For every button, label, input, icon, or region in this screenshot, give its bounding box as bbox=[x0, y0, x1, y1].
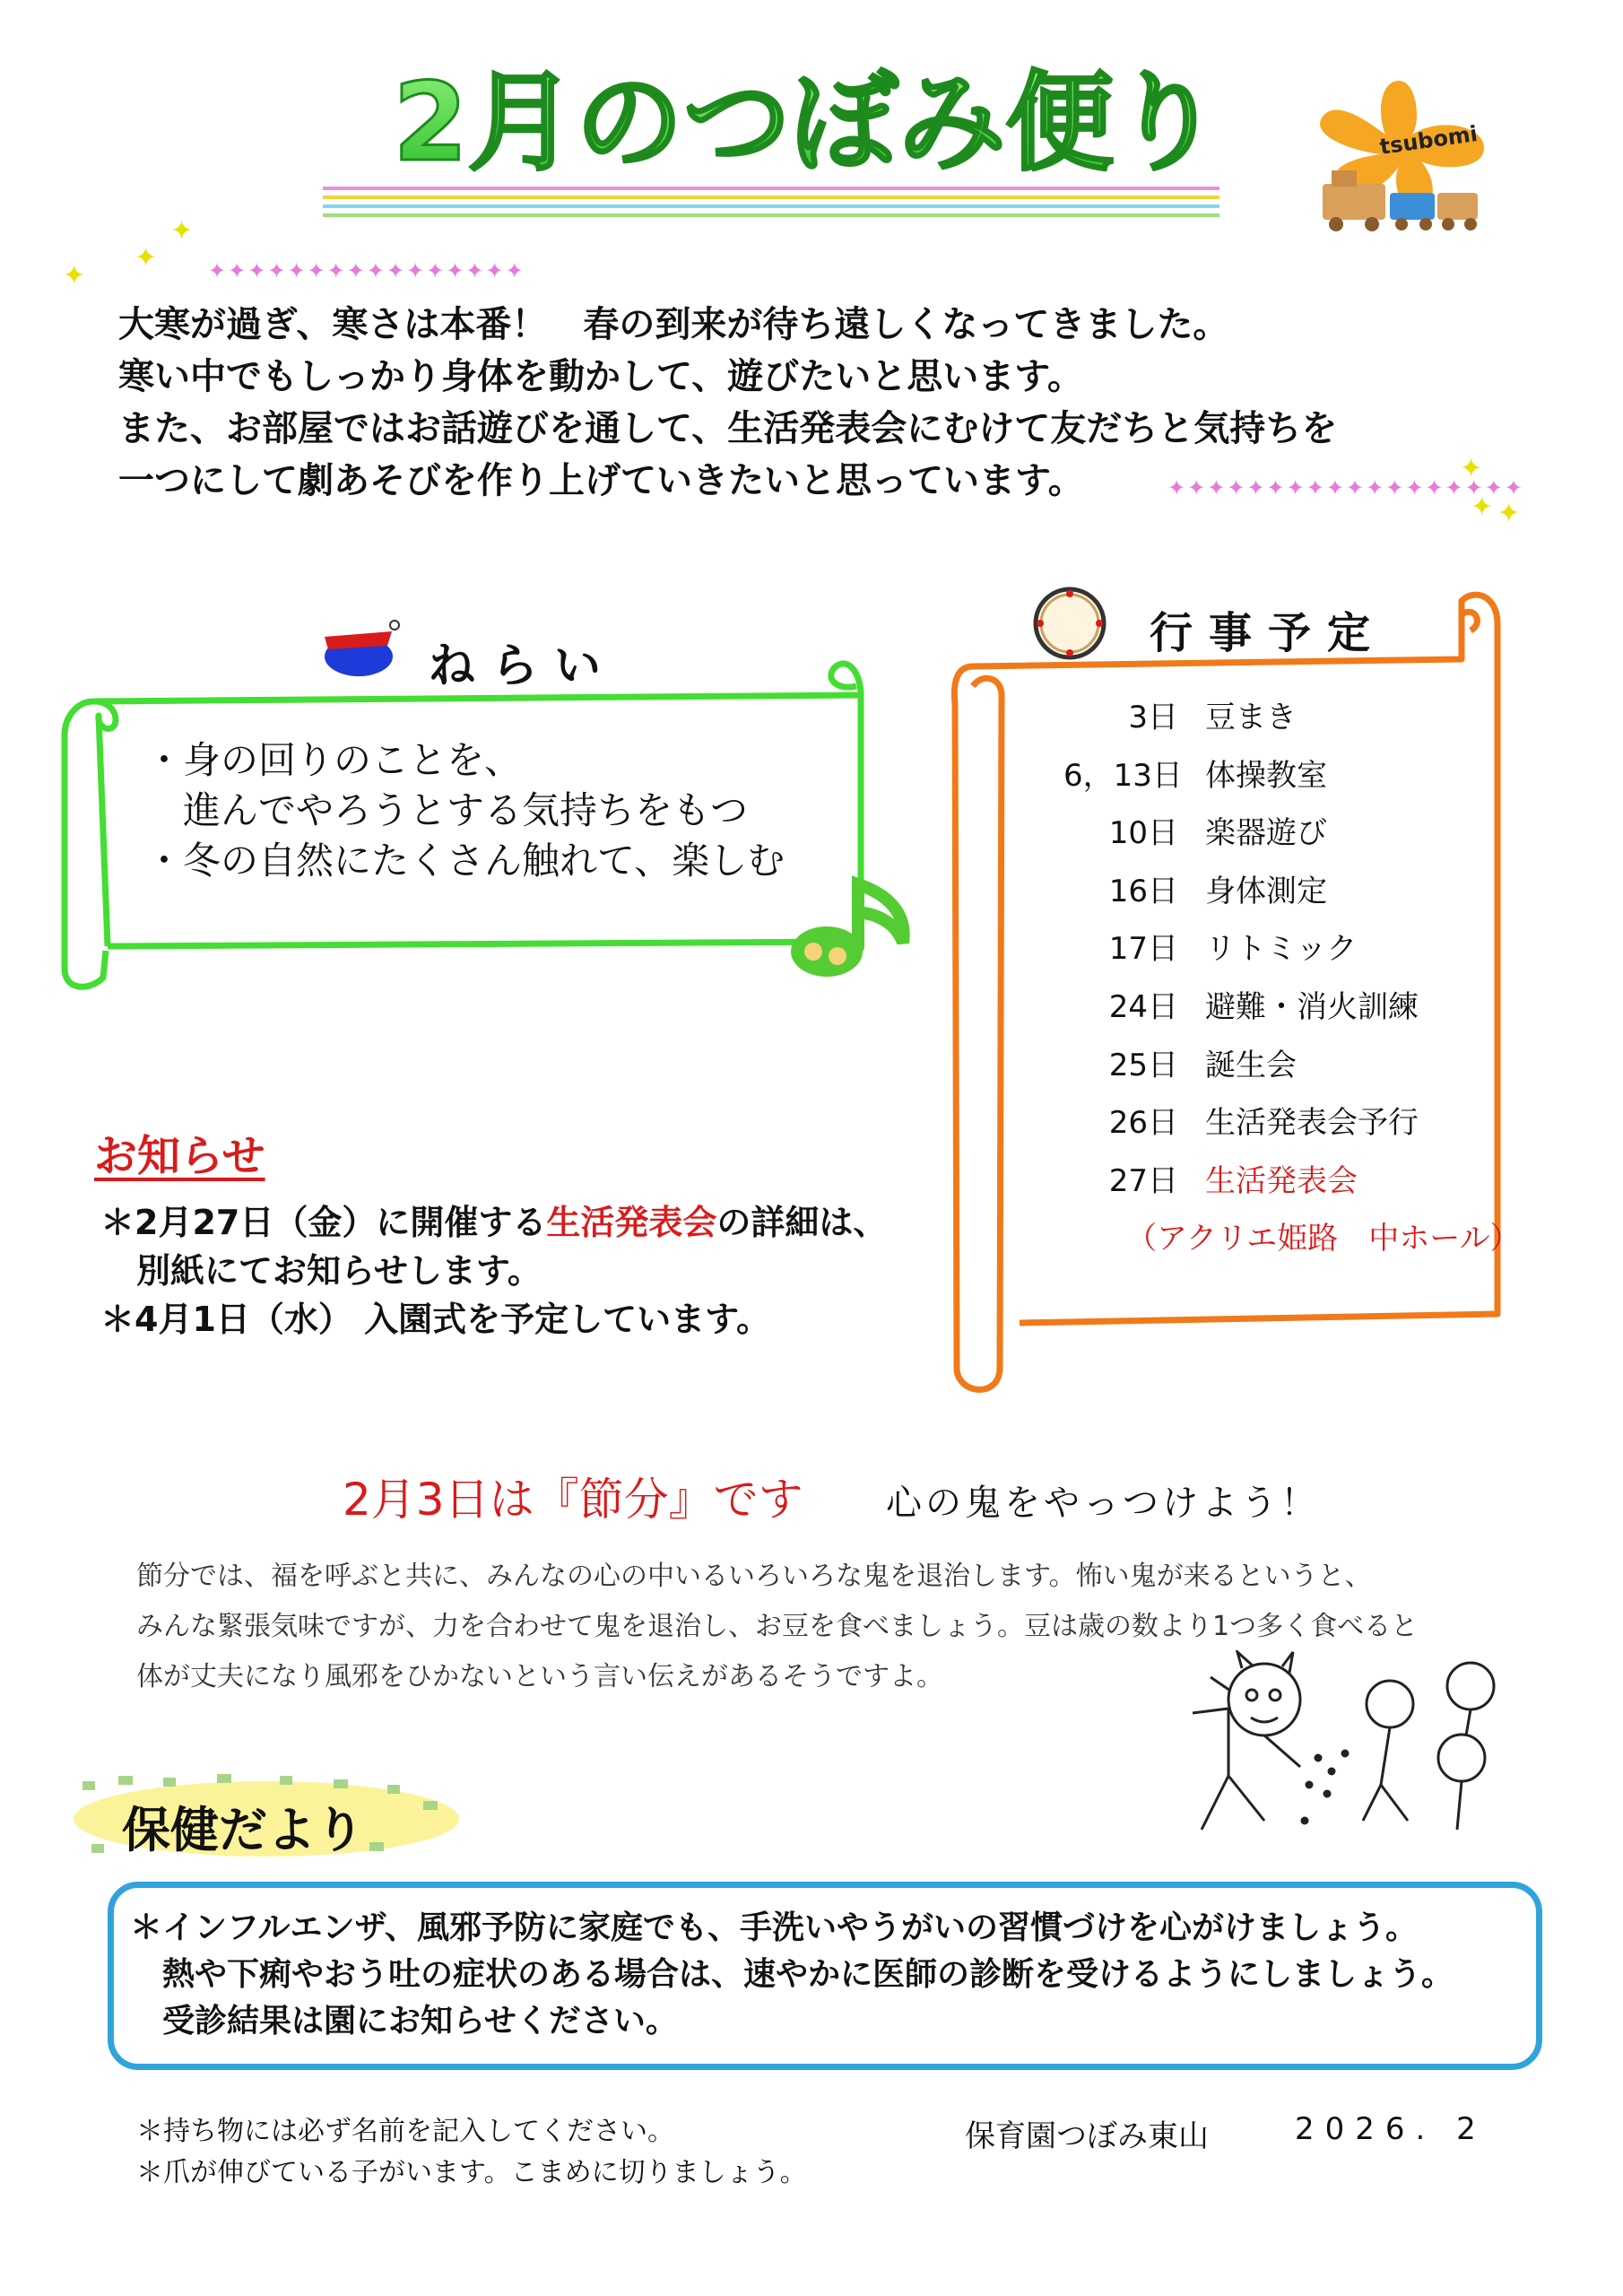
setsubun-line: みんな緊張気味ですが、力を合わせて鬼を退治し、お豆を食べましょう。豆は歳の数より1つ多く食べると bbox=[136, 1611, 1419, 1642]
nerai-item: ・冬の自然にたくさん触れて、楽しむ bbox=[145, 839, 785, 883]
oni-children-illustration bbox=[1175, 1650, 1515, 1851]
tsubomi-logo bbox=[1296, 72, 1502, 251]
health-title: 保健だより bbox=[122, 1802, 364, 1858]
intro-line: 寒い中でもしっかり身体を動かして、遊びたいと思います。 bbox=[118, 356, 1083, 397]
setsubun-title: 2月3日は『節分』です bbox=[343, 1474, 803, 1526]
event-row bbox=[1063, 1152, 1530, 1211]
setsubun-line: 体が丈夫になり風邪をひかないという言い伝えがあるそうですよ。 bbox=[136, 1661, 943, 1692]
footer-note: ＊持ち物には必ず名前を記入してください。 bbox=[136, 2116, 674, 2147]
sparkle-icon: ✦ bbox=[135, 242, 158, 274]
tambourine-icon bbox=[1029, 583, 1110, 667]
oshirase-highlight: 生活発表会 bbox=[546, 1203, 717, 1242]
intro-line: 一つにして劇あそびを作り上げていきたいと思っています。 bbox=[118, 460, 1084, 501]
event-row bbox=[1063, 863, 1530, 921]
event-name: 豆まき bbox=[1205, 700, 1297, 735]
events-title: 行事予定 bbox=[1150, 608, 1387, 658]
sparkle-icon: ✦ bbox=[1497, 498, 1521, 529]
event-date: 27日 bbox=[1108, 1162, 1178, 1199]
event-name: 避難・消火訓練 bbox=[1205, 988, 1419, 1025]
sparkle-icon: ✦ bbox=[1460, 453, 1483, 484]
setsubun-line: 節分では、福を呼ぶと共に、みんなの心の中いるいろいろな鬼を退治します。怖い鬼が来るというと、 bbox=[136, 1561, 1372, 1592]
oshirase-text: ＊2月27日（金）に開催する bbox=[100, 1203, 547, 1242]
nerai-item: 進んでやろうとする気持ちをもつ bbox=[145, 788, 749, 832]
event-date: 16日 bbox=[1108, 873, 1178, 909]
footer-note: ＊爪が伸びている子がいます。こまめに切りましょう。 bbox=[136, 2157, 807, 2188]
health-line: 熱や下痢やおう吐の症状のある場合は、速やかに医師の診断を受けるようにしましょう。 bbox=[130, 1956, 1454, 1993]
footer-notes bbox=[136, 2111, 807, 2194]
event-date: 24日 bbox=[1108, 988, 1178, 1025]
sparkle-icon: ✦ bbox=[1471, 491, 1494, 523]
intro-line: 大寒が過ぎ、寒さは本番！ 春の到来が待ち遠しくなってきました。 bbox=[118, 304, 1229, 345]
intro-paragraph bbox=[118, 299, 1553, 507]
event-date: 26日 bbox=[1108, 1105, 1178, 1142]
event-name: 生活発表会 bbox=[1205, 1162, 1358, 1199]
oshirase-body bbox=[100, 1198, 887, 1344]
event-name: 楽器遊び bbox=[1205, 815, 1327, 852]
oshirase-title: お知らせ bbox=[94, 1131, 265, 1181]
nerai-list bbox=[145, 735, 785, 886]
event-venue: （アクリエ姫路 中ホール） bbox=[1126, 1221, 1521, 1257]
event-name: 生活発表会予行 bbox=[1205, 1105, 1419, 1142]
title-text: 2月のつぼみ便り bbox=[393, 61, 1221, 186]
issue-date: 2026. 2 bbox=[1295, 2111, 1487, 2147]
page-title bbox=[323, 54, 1291, 224]
sparkle-icon: ✦ bbox=[170, 215, 194, 247]
title-graphic bbox=[323, 54, 1291, 224]
event-name: 体操教室 bbox=[1205, 757, 1327, 794]
event-date: 10日 bbox=[1108, 815, 1178, 852]
event-date: 3日 bbox=[1128, 700, 1178, 735]
health-line: 受診結果は園にお知らせください。 bbox=[130, 2003, 678, 2039]
oshirase-line: 別紙にてお知らせします。 bbox=[136, 1251, 542, 1291]
school-name: 保育園つぼみ東山 bbox=[965, 2118, 1209, 2154]
event-row bbox=[1063, 978, 1530, 1037]
event-date: 6，13日 bbox=[1063, 757, 1183, 794]
event-date: 25日 bbox=[1108, 1047, 1178, 1083]
oshirase-line bbox=[100, 1198, 887, 1247]
nerai-title: ねらい bbox=[429, 639, 618, 693]
events-list bbox=[1063, 689, 1530, 1268]
sparkle-icon: ✦ bbox=[63, 260, 86, 291]
event-row bbox=[1063, 747, 1530, 805]
nerai-item: ・身の回りのことを、 bbox=[145, 738, 523, 782]
oshirase-line: ＊4月1日（水） 入園式を予定しています。 bbox=[100, 1300, 771, 1339]
health-line: ＊インフルエンザ、風邪予防に家庭でも、手洗いやうがいの習慣づけを心がけましょう。 bbox=[130, 1909, 1419, 1946]
event-row bbox=[1063, 920, 1530, 978]
event-name: リトミック bbox=[1205, 931, 1358, 968]
health-body bbox=[130, 1905, 1454, 2045]
event-row bbox=[1063, 1037, 1530, 1095]
setsubun-subtitle: 心の鬼をやっつけよう！ bbox=[886, 1483, 1320, 1524]
event-name: 誕生会 bbox=[1205, 1047, 1297, 1083]
tambourine-hat-icon bbox=[316, 612, 405, 687]
event-row bbox=[1063, 1094, 1530, 1152]
event-row bbox=[1063, 804, 1530, 863]
decorative-stars: ✦✦✦✦✦✦✦✦✦✦✦✦✦✦✦✦ bbox=[208, 258, 525, 283]
event-date: 17日 bbox=[1108, 931, 1178, 968]
logo-text: tsubomi bbox=[1377, 120, 1480, 160]
decorative-stars: ✦✦✦✦✦✦✦✦✦✦✦✦✦✦✦✦✦✦ bbox=[1167, 475, 1524, 500]
intro-line: また、お部屋ではお話遊びを通して、生活発表会にむけて友だちと気持ちを bbox=[118, 408, 1338, 449]
music-note-icon bbox=[782, 875, 925, 987]
oshirase-text: の詳細は、 bbox=[716, 1203, 888, 1242]
event-name: 身体測定 bbox=[1205, 873, 1327, 909]
event-row bbox=[1063, 689, 1530, 747]
